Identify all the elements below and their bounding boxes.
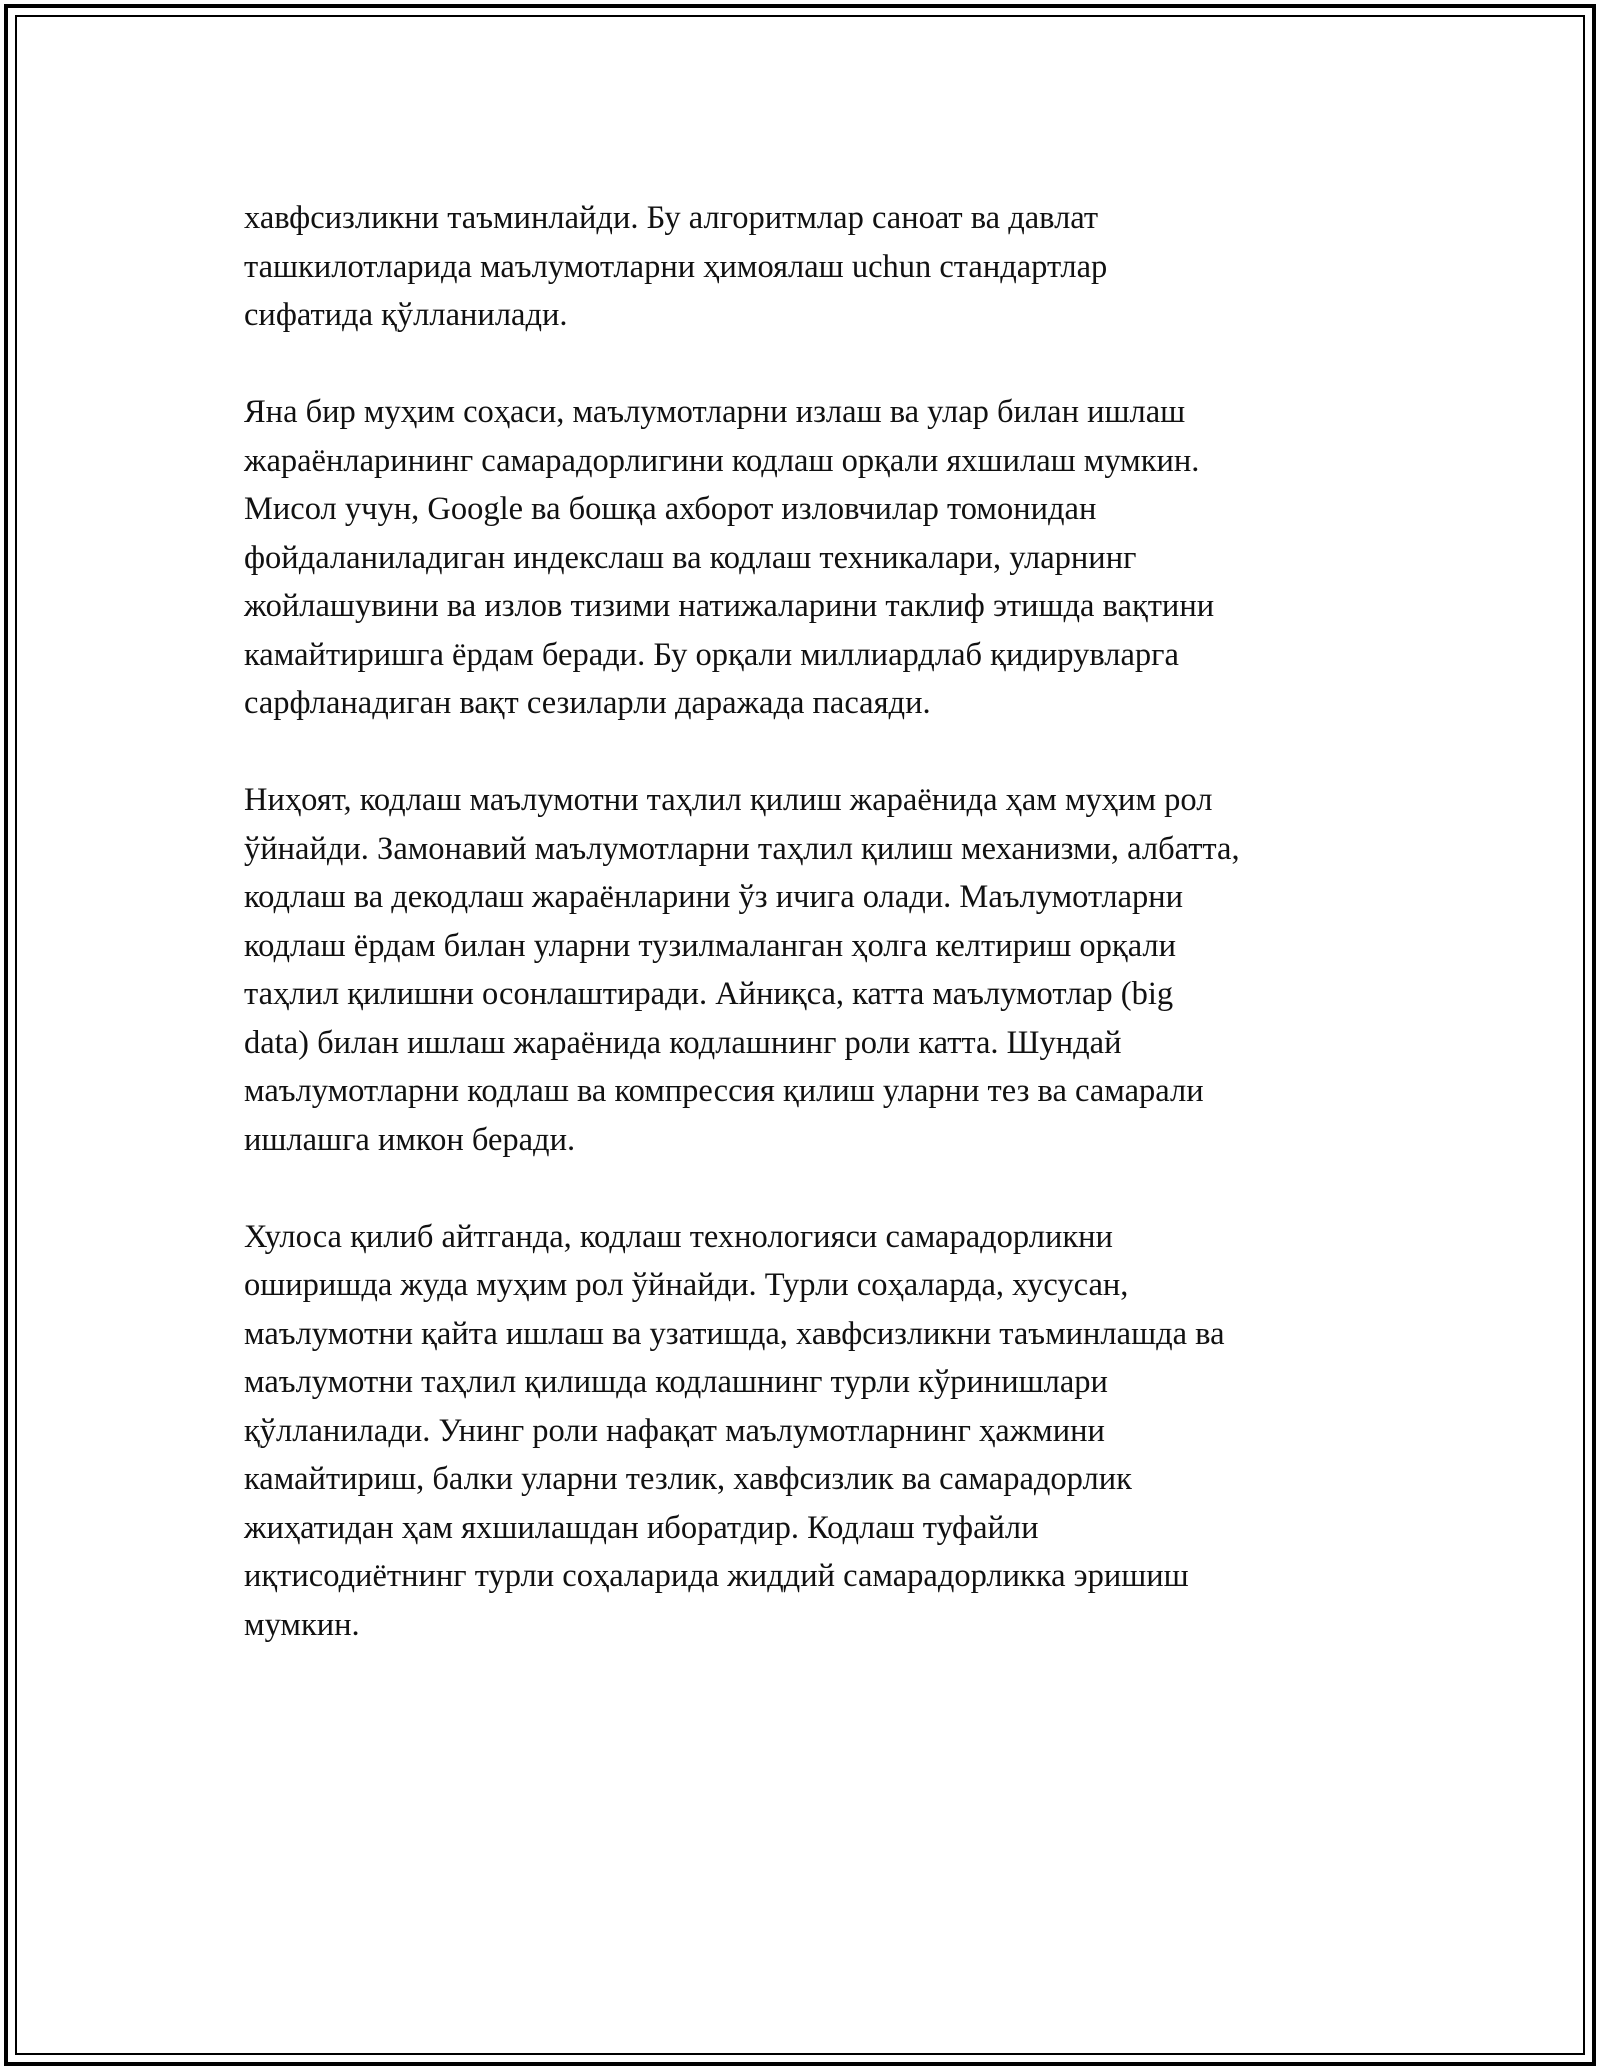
text-line: мумкин.	[244, 1606, 360, 1643]
text-line: фойдаланиладиган индекслаш ва кодлаш техникалари, уларнинг	[244, 539, 1137, 576]
text-line: оширишда жуда муҳим рол ўйнайди. Турли соҳаларда, хусусан,	[244, 1267, 1129, 1303]
text-line: жараёнларининг самарадорлигини кодлаш орқали яхшилаш мумкин.	[244, 442, 1200, 479]
text-line: data) билан ишлаш жараёнида кодлашнинг роли катта. Шундай	[244, 1024, 1122, 1061]
text-line: маълумотни қайта ишлаш ва узатишда, хавфсизликни таъминлашда ва	[244, 1315, 1225, 1352]
text-line: кодлаш ва декодлаш жараёнларини ўз ичига олади. Маълумотларни	[244, 879, 1184, 915]
text-line: хавфсизликни таъминлайди. Бу алгоритмлар саноат ва давлат	[244, 200, 1099, 236]
text-line: сарфланадиган вақт сезиларли даражада пасаяди.	[244, 685, 931, 721]
text-line: камайтиришга ёрдам беради. Бу орқали миллиардлаб қидирувларга	[244, 636, 1179, 673]
text-line: иқтисодиётнинг турли соҳаларида жиддий самарадорликка эришиш	[244, 1558, 1189, 1594]
text-line: Хулоса қилиб айтганда, кодлаш технологияси самарадорликни	[244, 1218, 1113, 1255]
text-line: жойлашувини ва излов тизими натижаларини таклиф этишда вақтини	[244, 588, 1215, 624]
paragraph-1	[244, 194, 1394, 340]
text-line: Ниҳоят, кодлаш маълумотни таҳлил қилиш жараёнида ҳам муҳим рол	[244, 782, 1213, 818]
text-line: ишлашга имкон беради.	[244, 1121, 576, 1158]
text-line: сифатида қўлланилади.	[244, 297, 568, 333]
paragraph-3	[244, 776, 1394, 1164]
text-line: маълумотларни кодлаш ва компрессия қилиш уларни тез ва самарали	[244, 1073, 1204, 1109]
text-line: таҳлил қилишни осонлаштиради. Айниқса, катта маълумотлар (big	[244, 976, 1174, 1012]
text-line: ташкилотларида маълумотларни ҳимоялаш uchun стандартлар	[244, 248, 1108, 285]
text-line: кодлаш ёрдам билан уларни тузилмаланган ҳолга келтириш орқали	[244, 927, 1177, 964]
text-line: маълумотни таҳлил қилишда кодлашнинг турли кўринишлари	[244, 1364, 1108, 1400]
document-body	[244, 194, 1394, 1698]
text-line: камайтириш, балки уларни тезлик, хавфсизлик ва самарадорлик	[244, 1461, 1132, 1497]
text-line: жиҳатидан ҳам яхшилашдан иборатдир. Кодлаш туфайли	[244, 1509, 1039, 1546]
paragraph-4	[244, 1213, 1394, 1650]
text-line: Яна бир муҳим соҳаси, маълумотларни излаш ва улар билан ишлаш	[244, 394, 1186, 430]
paragraph-2	[244, 388, 1394, 728]
text-line: қўлланилади. Унинг роли нафақат маълумотларнинг ҳажмини	[244, 1412, 1105, 1449]
page-frame	[4, 4, 1596, 2066]
text-line: ўйнайди. Замонавий маълумотларни таҳлил қилиш механизми, албатта,	[244, 830, 1240, 867]
text-line: Мисол учун, Google ва бошқа ахборот изловчилар томонидан	[244, 491, 1097, 527]
